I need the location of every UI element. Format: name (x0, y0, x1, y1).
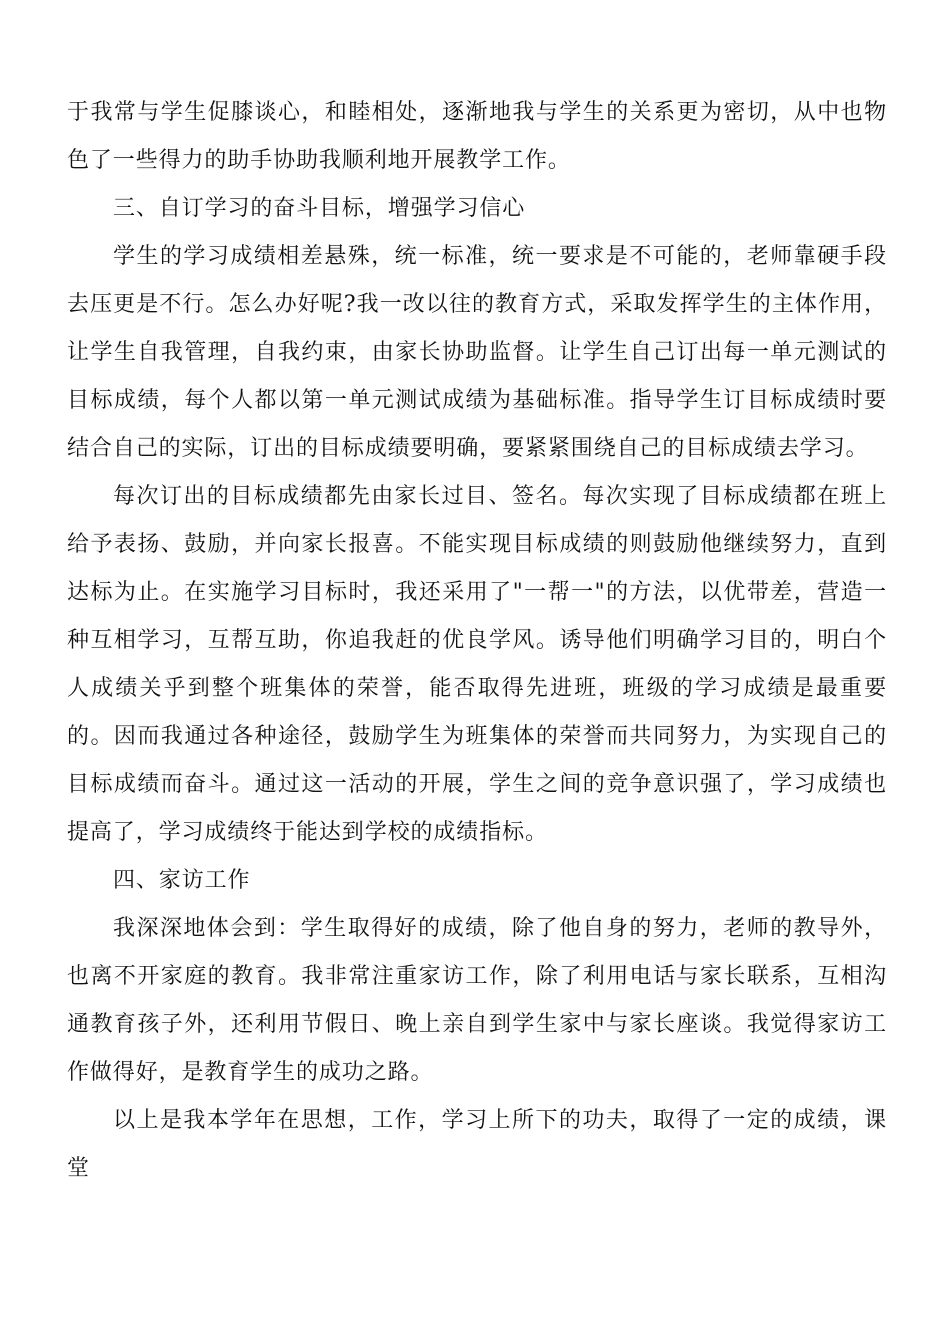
paragraph: 学生的学习成绩相差悬殊，统一标准，统一要求是不可能的，老师靠硬手段去压更是不行。怎么办好呢?我一改以往的教育方式，采取发挥学生的主体作用，让学生自我管理，自我约束，由家长协助监督。让学生自己订出每一单元测试的目标成绩，每个人都以第一单元测试成绩为基础标准。指导学生订目标成绩时要结合自己的实际，订出的目标成绩要明确，要紧紧围绕自己的目标成绩去学习。 (67, 244, 887, 461)
paragraph: 我深深地体会到：学生取得好的成绩，除了他自身的努力，老师的教导外，也离不开家庭的教育。我非常注重家访工作，除了利用电话与家长联系，互相沟通教育孩子外，还利用节假日、晚上亲自到学生家中与家长座谈。我觉得家访工作做得好，是教育学生的成功之路。 (67, 916, 887, 1085)
section-heading-3: 三、自订学习的奋斗目标，增强学习信心 (113, 196, 526, 221)
paragraph-continuation: 于我常与学生促膝谈心，和睦相处，逐渐地我与学生的关系更为密切，从中也物色了一些得力的助手协助我顺利地开展教学工作。 (67, 100, 887, 173)
document-body (67, 89, 887, 1193)
paragraph: 每次订出的目标成绩都先由家长过目、签名。每次实现了目标成绩都在班上给予表扬、鼓励，并向家长报喜。不能实现目标成绩的则鼓励他继续努力，直到达标为止。在实施学习目标时，我还采用了"一帮一"的方法，以优带差，营造一种互相学习，互帮互助，你追我赶的优良学风。诱导他们明确学习目的，明白个人成绩关乎到整个班集体的荣誉，能否取得先进班，班级的学习成绩是最重要的。因而我通过各种途径，鼓励学生为班集体的荣誉而共同努力，为实现自己的目标成绩而奋斗。通过这一活动的开展，学生之间的竞争意识强了，学习成绩也提高了，学习成绩终于能达到学校的成绩指标。 (67, 484, 887, 845)
section-heading-4: 四、家访工作 (113, 868, 251, 893)
paragraph: 以上是我本学年在思想，工作，学习上所下的功夫，取得了一定的成绩，课堂 (67, 1108, 887, 1181)
